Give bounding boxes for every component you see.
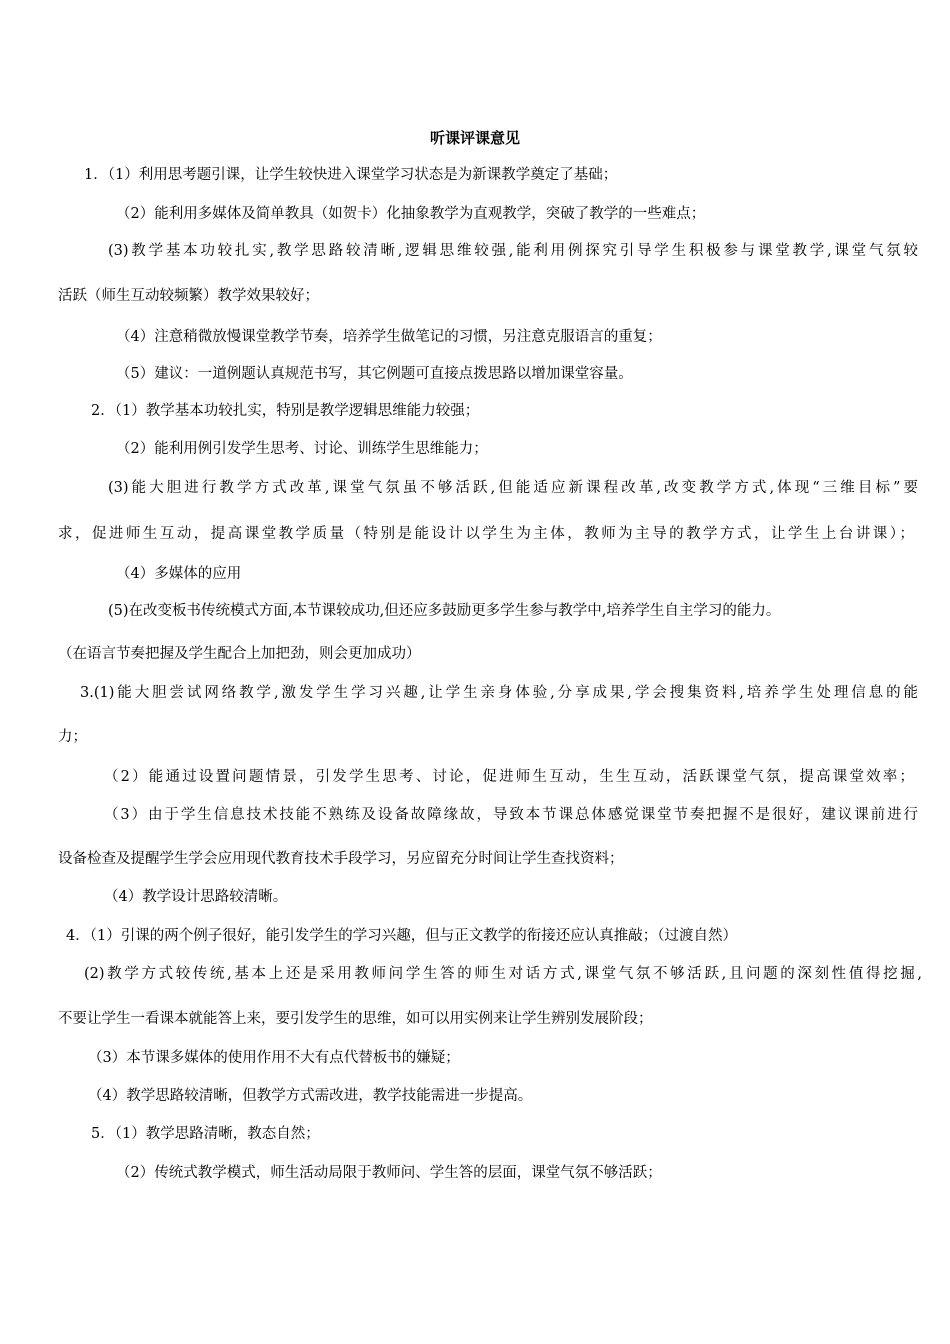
comment-line: 不要让学生一看课本就能答上来，要引发学生的思维，如可以用实例来让学生辨别发展阶段； xyxy=(58,1011,653,1027)
comment-line: 1．（1）利用思考题引课，让学生较快进入课堂学习状态是为新课教学奠定了基础； xyxy=(84,167,618,183)
comment-line: （2）传统式教学模式，师生活动局限于教师问、学生答的层面，课堂气氛不够活跃； xyxy=(116,1165,662,1181)
comment-line: （2）能通过设置问题情景，引发学生思考、讨论，促进师生互动，生生互动，活跃课堂气氛，提高课堂效率； xyxy=(104,769,914,785)
comment-line: 4．（1）引课的两个例子很好，能引发学生的学习兴趣，但与正文教学的衔接还应认真推敲；（过渡自然） xyxy=(66,928,737,944)
comment-line: (2)教学方式较传统,基本上还是采用教师问学生答的师生对话方式,课堂气氛不够活跃,且问题的深刻性值得挖掘, xyxy=(84,966,922,982)
comment-line: （4）教学设计思路较清晰。 xyxy=(104,889,288,905)
comment-line: (3)能大胆进行教学方式改革,课堂气氛虽不够活跃,但能适应新课程改革,改变教学方式,体现“三维目标”要 xyxy=(108,480,918,496)
comment-line: （2）能利用例引发学生思考、讨论、训练学生思维能力； xyxy=(116,441,488,457)
comment-line: （4）多媒体的应用 xyxy=(116,566,242,582)
comment-line: 力； xyxy=(58,729,87,745)
comment-line: 设备检查及提醒学生学会应用现代教育技术手段学习，另应留充分时间让学生查找资料； xyxy=(58,851,624,867)
comment-line: 2．（1）教学基本功较扎实，特别是教学逻辑思维能力较强； xyxy=(91,403,480,419)
comment-line: 求，促进师生互动，提高课堂教学质量（特别是能设计以学生为主体，教师为主导的教学方式，让学生上台讲课）； xyxy=(58,526,914,542)
comment-line: （3）本节课多媒体的使用作用不大有点代替板书的嫌疑； xyxy=(88,1050,460,1066)
comment-line: （2）能利用多媒体及简单教具（如贺卡）化抽象教学为直观教学，突破了教学的一些难点； xyxy=(116,206,706,222)
comment-line: （4）教学思路较清晰，但教学方式需改进，教学技能需进一步提高。 xyxy=(88,1088,533,1104)
comment-line: （在语言节奏把握及学生配合上加把劲，则会更加成功） xyxy=(58,646,421,662)
page-title: 听课评课意见 xyxy=(429,129,520,147)
comment-line: (3)教学基本功较扎实,教学思路较清晰,逻辑思维较强,能利用例探究引导学生积极参与课堂教学,课堂气氛较 xyxy=(108,243,918,259)
comment-line: （4）注意稍微放慢课堂教学节奏，培养学生做笔记的习惯，另注意克服语言的重复； xyxy=(116,329,662,345)
comment-line: 3.(1)能大胆尝试网络教学,激发学生学习兴趣,让学生亲身体验,分享成果,学会搜集资料,培养学生处理信息的能 xyxy=(80,685,918,701)
comment-line: (5)在改变板书传统模式方面,本节课较成功,但还应多鼓励更多学生参与教学中,培养学生自主学习的能力。 xyxy=(108,603,781,619)
comment-line: （5）建议：一道例题认真规范书写，其它例题可直接点拨思路以增加课堂容量。 xyxy=(116,366,633,382)
comment-line: 活跃（师生互动较频繁）教学效果较好； xyxy=(58,288,319,304)
comment-line: （3）由于学生信息技术技能不熟练及设备故障缘故，导致本节课总体感觉课堂节奏把握不是很好，建议课前进行 xyxy=(104,807,918,823)
comment-line: 5．（1）教学思路清晰，教态自然； xyxy=(91,1126,320,1142)
